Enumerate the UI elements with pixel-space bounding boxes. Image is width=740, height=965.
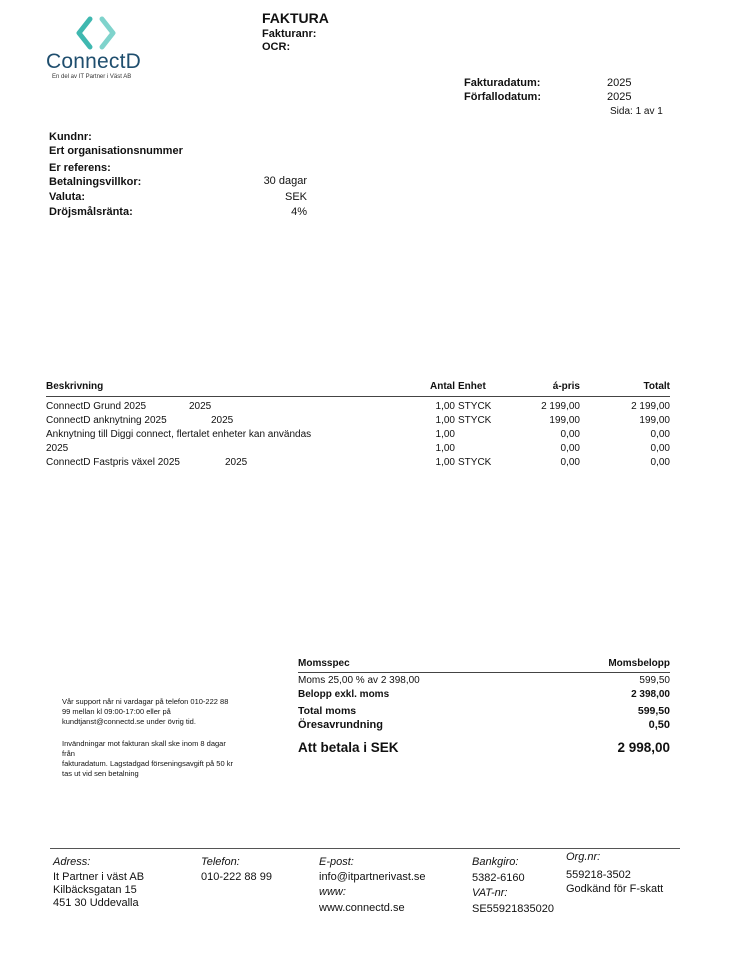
org-number-label: Ert organisationsnummer xyxy=(49,145,183,157)
row-description: ConnectD anknytning 2025 xyxy=(46,415,167,426)
amount-due-label: Att betala i SEK xyxy=(298,740,399,755)
row-quantity: 1,00 xyxy=(435,415,455,426)
row-unit-price: 2 199,00 xyxy=(541,401,580,412)
footer-address-line: 451 30 Uddevalla xyxy=(53,897,139,909)
reference-label: Er referens: xyxy=(49,162,111,174)
column-header-quantity: Antal xyxy=(430,381,455,392)
invoice-date-label: Fakturadatum: xyxy=(464,77,541,89)
excl-vat-value: 2 398,00 xyxy=(631,689,670,700)
row-year: 2025 xyxy=(211,415,234,426)
footer-email-value: info@itpartnerivast.se xyxy=(319,871,426,883)
support-line: kundtjanst@connectd.se under övrig tid. xyxy=(62,717,196,726)
vat-spec-header: Momsspec xyxy=(298,658,350,669)
row-quantity: 1,00 xyxy=(435,429,455,440)
vat-amount-header: Momsbelopp xyxy=(608,658,670,669)
payment-terms-label: Betalningsvillkor: xyxy=(49,176,142,188)
rounding-label: Öresavrundning xyxy=(298,719,383,731)
support-line: 99 mellan kl 09:00-17:00 eller på xyxy=(62,707,171,716)
currency-label: Valuta: xyxy=(49,191,86,203)
column-header-total: Totalt xyxy=(643,381,670,392)
footer-ftax: Godkänd för F-skatt xyxy=(566,883,664,895)
footer-bankgiro-value: 5382-6160 xyxy=(472,872,525,884)
footer-address-label: Adress: xyxy=(53,856,91,868)
footer-web-value: www.connectd.se xyxy=(319,902,405,914)
row-total: 199,00 xyxy=(639,415,670,426)
row-year: 2025 xyxy=(189,401,212,412)
footer-org-value: 559218-3502 xyxy=(566,869,631,881)
objection-line: tas ut vid sen betalning xyxy=(62,769,139,778)
row-total: 0,00 xyxy=(650,457,670,468)
summary-divider xyxy=(298,672,670,673)
vat-line-label: Moms 25,00 % av 2 398,00 xyxy=(298,675,420,686)
footer-vat-value: SE55921835020 xyxy=(472,903,554,915)
row-quantity: 1,00 xyxy=(435,401,455,412)
table-row xyxy=(46,415,670,429)
row-description: Anknytning till Diggi connect, flertalet enheter kan användas xyxy=(46,429,312,440)
interest-label: Dröjsmålsränta: xyxy=(49,206,133,218)
rounding-value: 0,50 xyxy=(648,719,670,731)
objection-info xyxy=(62,739,267,779)
footer-email-label: E-post: xyxy=(319,856,354,868)
support-line: Vår support når ni vardagar på telefon 010-222 88 xyxy=(62,697,229,706)
logo-tagline: En del av IT Partner i Väst AB xyxy=(52,74,132,80)
objection-line: Invändningar mot fakturan skall ske inom 8 dagar xyxy=(62,739,226,748)
invoice-date-value: 2025 xyxy=(607,77,632,89)
amount-due-value: 2 998,00 xyxy=(617,740,670,755)
footer-vat-label: VAT-nr: xyxy=(472,887,508,899)
objection-line: fakturadatum. Lagstadgad förseningsavgift på 50 kr xyxy=(62,759,233,768)
total-vat-label: Total moms xyxy=(298,705,357,717)
row-quantity: 1,00 xyxy=(435,443,455,454)
footer-address-line: It Partner i väst AB xyxy=(53,871,145,883)
vat-line-value: 599,50 xyxy=(639,675,670,686)
logo-wordmark: ConnectD xyxy=(46,50,141,73)
excl-vat-label: Belopp exkl. moms xyxy=(298,689,390,700)
due-date-value: 2025 xyxy=(607,91,632,103)
row-unit: STYCK xyxy=(458,457,492,468)
row-total: 2 199,00 xyxy=(631,401,670,412)
footer-bankgiro-label: Bankgiro: xyxy=(472,856,519,868)
table-row xyxy=(46,429,670,443)
row-quantity: 1,00 xyxy=(435,457,455,468)
ocr-label: OCR: xyxy=(262,41,291,53)
table-row xyxy=(46,457,670,471)
row-unit: STYCK xyxy=(458,415,492,426)
row-description: ConnectD Fastpris växel 2025 xyxy=(46,457,180,468)
row-description: 2025 xyxy=(46,443,69,454)
row-total: 0,00 xyxy=(650,443,670,454)
due-date-label: Förfallodatum: xyxy=(464,91,541,103)
total-vat-value: 599,50 xyxy=(637,705,670,717)
row-year: 2025 xyxy=(225,457,248,468)
row-unit-price: 199,00 xyxy=(549,415,580,426)
currency-value: SEK xyxy=(284,191,307,203)
footer-phone-value: 010-222 88 99 xyxy=(201,871,272,883)
document-title: FAKTURA xyxy=(262,10,329,26)
row-total: 0,00 xyxy=(650,429,670,440)
footer-address-line: Kilbäcksgatan 15 xyxy=(53,884,137,896)
footer-web-label: www: xyxy=(319,886,346,898)
column-header-description: Beskrivning xyxy=(46,381,104,392)
column-header-unit: Enhet xyxy=(458,381,486,392)
row-unit-price: 0,00 xyxy=(560,443,580,454)
footer-divider xyxy=(50,848,680,849)
footer-org-label: Org.nr: xyxy=(566,851,601,863)
payment-terms-value: 30 dagar xyxy=(263,175,307,187)
column-header-unit-price: á-pris xyxy=(552,381,580,392)
row-unit: STYCK xyxy=(458,401,492,412)
table-header-divider xyxy=(46,396,670,397)
connectd-logo-icon xyxy=(76,16,116,50)
support-info xyxy=(62,697,267,727)
row-unit-price: 0,00 xyxy=(560,457,580,468)
footer-phone-label: Telefon: xyxy=(201,856,240,868)
page-number: Sida: 1 av 1 xyxy=(610,106,663,117)
objection-line: från xyxy=(62,749,75,758)
customer-number-label: Kundnr: xyxy=(49,131,92,143)
table-row xyxy=(46,401,670,415)
interest-value: 4% xyxy=(291,206,307,218)
invoice-number-label: Fakturanr: xyxy=(262,28,317,40)
table-row xyxy=(46,443,670,457)
row-description: ConnectD Grund 2025 xyxy=(46,401,147,412)
row-unit-price: 0,00 xyxy=(560,429,580,440)
